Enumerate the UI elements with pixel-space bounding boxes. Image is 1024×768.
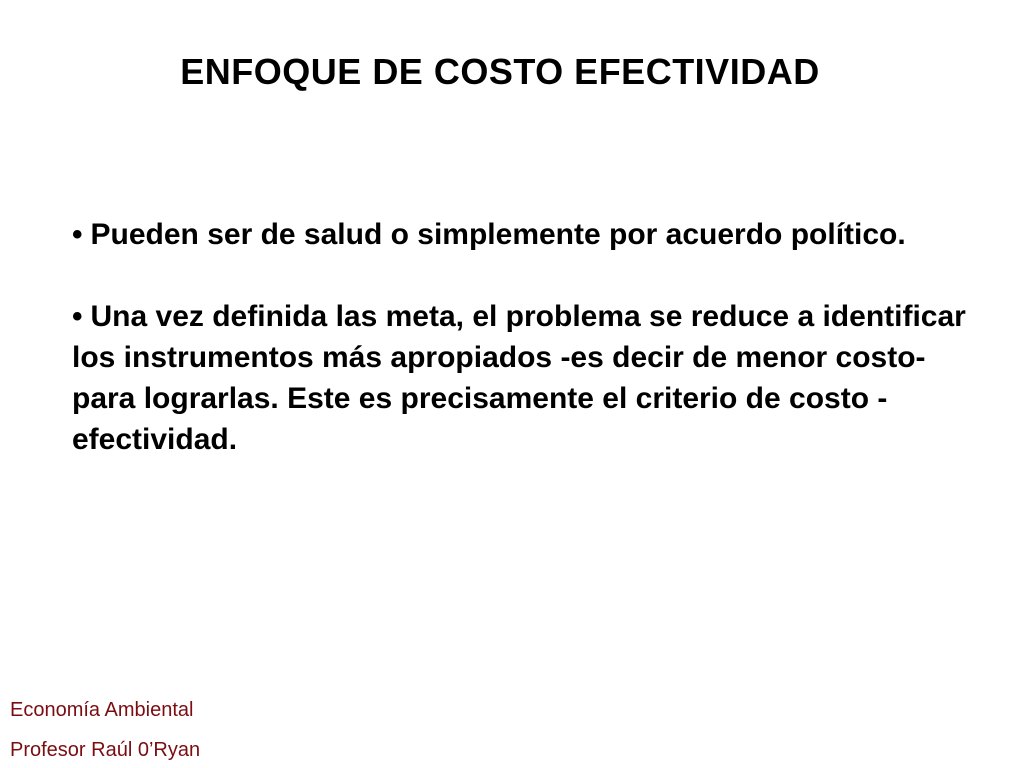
footer-course: Economía Ambiental [10, 699, 194, 721]
footer-professor: Profesor Raúl 0’Ryan [10, 739, 201, 761]
bullet-marker: • [72, 218, 83, 251]
bullet-item [72, 296, 980, 460]
bullet-list [72, 214, 980, 460]
slide-title: ENFOQUE DE COSTO EFECTIVIDAD [180, 51, 820, 92]
bullet-text: Pueden ser de salud o simplemente por acuerdo político. [90, 218, 906, 251]
bullet-text: Una vez definida las meta, el problema se reduce a identificar los instrumentos más apropiados -es decir de menor costo- para lograrlas. Este es precisamente el criterio de costo - efectividad. [72, 300, 966, 456]
bullet-item [72, 214, 980, 255]
bullet-marker: • [72, 300, 83, 333]
